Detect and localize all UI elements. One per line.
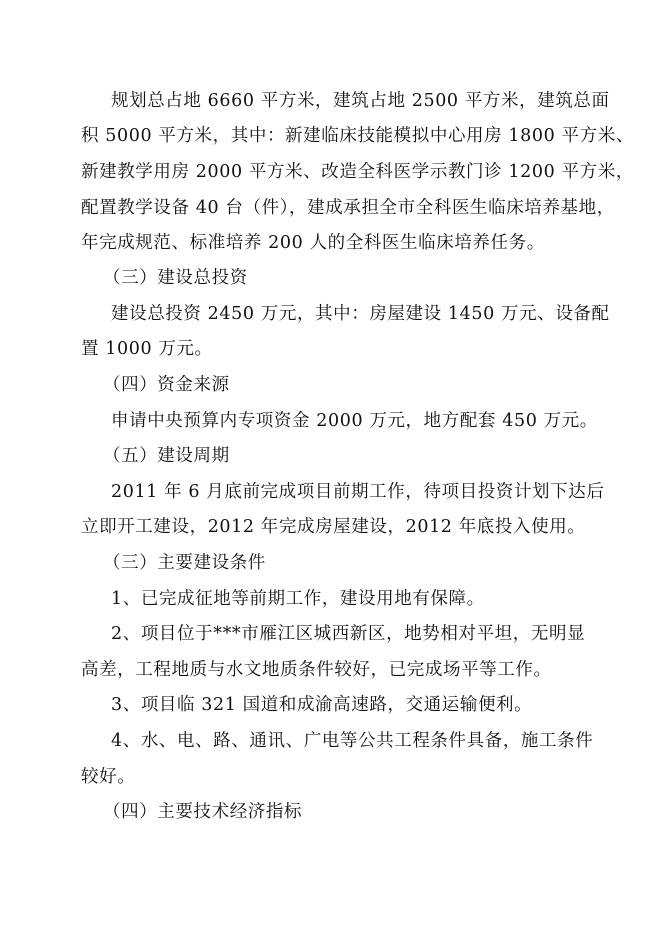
- condition-item-4-line-2: 较好。: [81, 767, 136, 787]
- condition-item-2-line-2: 高差，工程地质与水文地质条件较好，已完成场平等工作。: [81, 660, 552, 680]
- heading-main-conditions: （三）主要建设条件: [103, 553, 266, 573]
- paragraph-scale-line-2: 积 5000 平方米，其中：新建临床技能模拟中心用房 1800 平方米、: [81, 126, 634, 146]
- condition-item-2-line-1: 2、项目位于***市雁江区城西新区，地势相对平坦，无明显: [111, 624, 586, 644]
- paragraph-scale-line-3: 新建教学用房 2000 平方米、改造全科医学示教门诊 1200 平方米，: [81, 162, 634, 182]
- paragraph-funding-source: 申请中央预算内专项资金 2000 万元，地方配套 450 万元。: [111, 411, 598, 431]
- paragraph-investment-line-2: 置 1000 万元。: [81, 339, 213, 359]
- heading-total-investment: （三）建设总投资: [103, 268, 248, 288]
- condition-item-4-line-1: 4、水、电、路、通讯、广电等公共工程条件具备，施工条件: [111, 731, 594, 751]
- paragraph-period-line-2: 立即开工建设，2012 年完成房屋建设，2012 年底投入使用。: [81, 517, 586, 537]
- paragraph-period-line-1: 2011 年 6 月底前完成项目前期工作，待项目投资计划下达后: [111, 482, 605, 502]
- heading-construction-period: （五）建设周期: [103, 446, 230, 466]
- heading-funding-source: （四）资金来源: [103, 375, 230, 395]
- heading-main-indicators: （四）主要技术经济指标: [103, 802, 303, 822]
- condition-item-3: 3、项目临 321 国道和成渝高速路，交通运输便利。: [111, 695, 533, 715]
- paragraph-investment-line-1: 建设总投资 2450 万元，其中：房屋建设 1450 万元、设备配: [111, 304, 610, 324]
- paragraph-scale-line-4: 配置教学设备 40 台（件），建成承担全市全科医生临床培养基地，: [81, 198, 615, 218]
- paragraph-scale-line-5: 年完成规范、标准培养 200 人的全科医生临床培养任务。: [81, 233, 545, 253]
- condition-item-1: 1、已完成征地等前期工作，建设用地有保障。: [111, 589, 485, 609]
- paragraph-scale-line-1: 规划总占地 6660 平方米，建筑占地 2500 平方米，建筑总面: [111, 91, 610, 111]
